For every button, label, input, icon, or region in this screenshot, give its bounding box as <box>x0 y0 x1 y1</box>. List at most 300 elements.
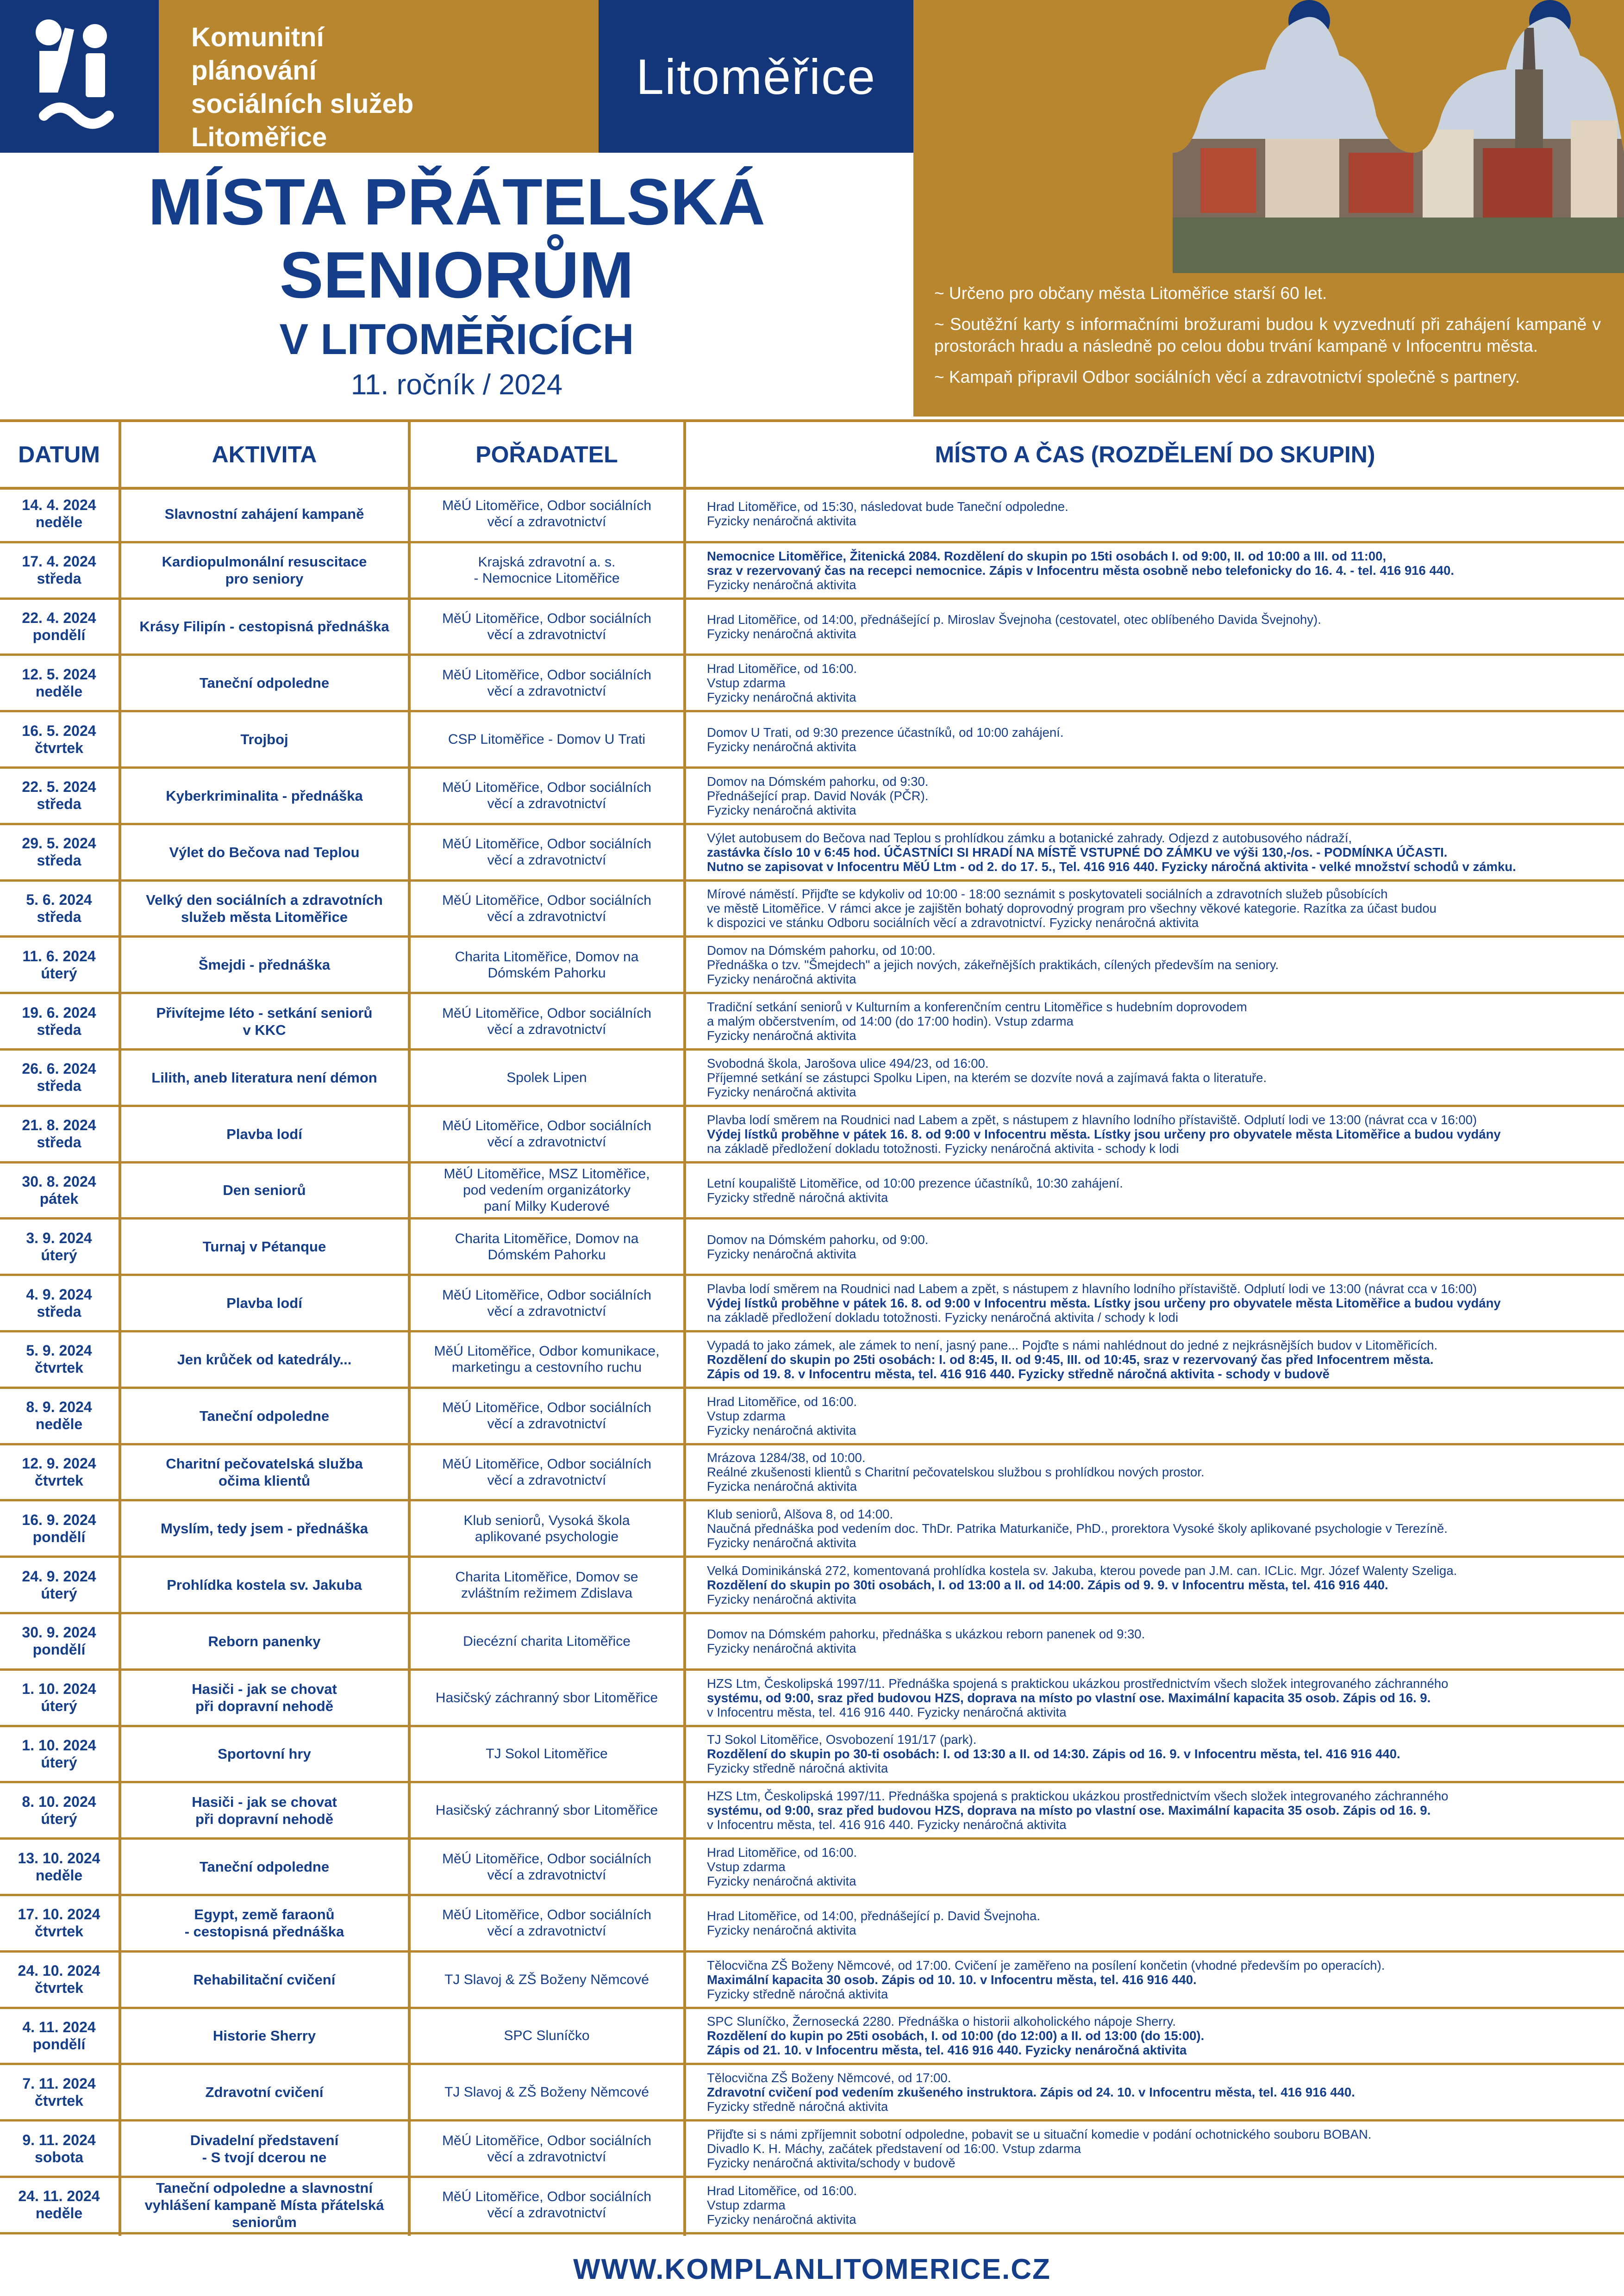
event-date-line: neděle <box>35 2205 83 2222</box>
event-place-line: Fyzicky nenáročná aktivita <box>707 1423 856 1437</box>
table-row <box>0 1332 1624 1389</box>
event-place-line: SPC Sluníčko, Žernosecká 2280. Přednáška o historii alkoholického nápoje Sherry. <box>707 2014 1176 2029</box>
event-place <box>686 2178 1624 2232</box>
event-organizer-line: Spolek Lipen <box>506 1070 587 1085</box>
column-divider <box>119 419 121 2236</box>
event-date-line: pondělí <box>32 2035 86 2053</box>
event-place-line: Nutno se zapisovat v Infocentru MěÚ Ltm - od 2. do 17. 5., Tel. 416 916 440. Fyzicky náročná aktivita - velké množství schodů v zámku. <box>707 859 1516 874</box>
event-activity-line: Lilith, aneb literatura není démon <box>151 1069 377 1086</box>
table-row <box>0 1051 1624 1107</box>
event-date <box>0 1107 118 1161</box>
event-date <box>0 712 118 766</box>
event-date-line: úterý <box>41 964 77 982</box>
event-place-line: Příjemné setkání se zástupci Spolku Lipen, na kterém se dozvíte nová a zajímavá fakta o literatuře. <box>707 1070 1267 1085</box>
event-date-line: 16. 5. 2024 <box>22 722 96 739</box>
event-activity-line: Šmejdi - přednáška <box>198 957 331 973</box>
page-subtitle: 11. ročník / 2024 <box>350 369 563 401</box>
event-organizer <box>411 2178 683 2232</box>
table-row <box>0 1896 1624 1953</box>
event-date-line: 4. 9. 2024 <box>26 1286 92 1303</box>
event-place-line: na základě předložení dokladu totožnosti. Fyzicky nenáročná aktivita / schody k lodi <box>707 1310 1179 1325</box>
event-date <box>0 1501 118 1556</box>
event-place-line: Naučná přednáška pod vedením doc. ThDr. Patrika Maturkaniče, PhD., prorektora Vysoké školy aplikované psychologie v Terezíně. <box>707 1521 1448 1536</box>
event-place <box>686 1051 1624 1105</box>
event-activity-line: vyhlášení kampaně Místa přátelská <box>144 2196 384 2213</box>
event-date <box>0 1953 118 2007</box>
event-organizer-line: - Nemocnice Litoměřice <box>474 571 620 586</box>
table-row <box>0 1389 1624 1445</box>
event-activity-line: očima klientů <box>218 1472 311 1489</box>
event-date-line: úterý <box>41 1585 77 1602</box>
event-activity-line: Plavba lodí <box>226 1295 302 1312</box>
event-organizer-line: MěÚ Litoměřice, Odbor sociálních <box>442 892 651 908</box>
event-date-line: 8. 9. 2024 <box>26 1399 92 1416</box>
event-activity-line: Sportovní hry <box>218 1746 311 1762</box>
event-activity-line: Den seniorů <box>223 1182 306 1199</box>
event-date-line: pondělí <box>32 1528 86 1545</box>
event-place-line: k dispozici ve stánku Odboru sociálních věcí a zdravotnictví. Fyzicky nenáročná aktivita <box>707 915 1199 930</box>
event-organizer <box>411 938 683 992</box>
event-place <box>686 1220 1624 1274</box>
event-date-line: čtvrtek <box>35 1979 83 1997</box>
table-row <box>0 2122 1624 2178</box>
event-organizer-line: MěÚ Litoměřice, Odbor sociálních <box>442 2133 651 2148</box>
event-place-line: Vstup zdarma <box>707 676 786 691</box>
event-place <box>686 938 1624 992</box>
event-organizer <box>411 1840 683 1894</box>
event-activity-line: služeb města Litoměřice <box>181 908 348 925</box>
header-activity: AKTIVITA <box>212 442 317 467</box>
table-row <box>0 938 1624 994</box>
event-place-line: Zápis od 19. 8. v Infocentru města, tel. 416 916 440. Fyzicky středně náročná aktivita - schody v budově <box>707 1366 1330 1381</box>
table-row <box>0 1727 1624 1784</box>
event-organizer-line: věcí a zdravotnictví <box>487 1472 606 1488</box>
event-activity <box>121 825 407 879</box>
event-organizer-line: věcí a zdravotnictví <box>487 2205 606 2221</box>
event-place-line: Domov U Trati, od 9:30 prezence účastníků, od 10:00 zahájení. <box>707 725 1064 740</box>
event-place-line: Domov na Dómském pahorku, od 9:00. <box>707 1232 929 1247</box>
footer-url[interactable]: WWW.KOMPLANLITOMERICE.CZ <box>573 2253 1051 2285</box>
event-place <box>686 1840 1624 1894</box>
event-date-line: 7. 11. 2024 <box>22 2075 96 2092</box>
header-organizer: POŘADATEL <box>475 442 618 467</box>
event-activity <box>121 600 407 654</box>
event-organizer-line: MěÚ Litoměřice, Odbor sociálních <box>442 1287 651 1303</box>
event-place <box>686 1389 1624 1443</box>
event-place-line: HZS Ltm, Českolipská 1997/11. Přednáška spojená s praktickou ukázkou prostřednictvím všech složek integrovaného záchranného <box>707 1676 1449 1691</box>
event-organizer-line: Dómském Pahorku <box>487 1247 606 1263</box>
event-organizer <box>411 1558 683 1612</box>
event-activity <box>121 1783 407 1837</box>
event-date <box>0 2009 118 2063</box>
event-activity-line: při dopravní nehodě <box>195 1811 333 1827</box>
event-place-line: Plavba lodí směrem na Roudnici nad Labem a zpět, s nástupem z hlavního lodního přístaviště. Odplutí lodi ve 13:00 (návrat cca v 16:00) <box>707 1282 1477 1296</box>
event-place-line: HZS Ltm, Českolipská 1997/11. Přednáška spojená s praktickou ukázkou prostřednictvím všech složek integrovaného záchranného <box>707 1789 1449 1804</box>
table-row <box>0 1501 1624 1558</box>
event-date <box>0 1896 118 1950</box>
event-place <box>686 543 1624 597</box>
event-organizer-line: MěÚ Litoměřice, Odbor sociálních <box>442 667 651 683</box>
event-date-line: 1. 10. 2024 <box>22 1736 96 1754</box>
event-organizer <box>411 1276 683 1330</box>
event-place <box>686 1896 1624 1950</box>
event-organizer <box>411 994 683 1048</box>
event-organizer <box>411 1051 683 1105</box>
event-organizer <box>411 1783 683 1837</box>
event-place-line: Fyzicky nenáročná aktivita <box>707 690 856 705</box>
event-place <box>686 1558 1624 1612</box>
event-place <box>686 2065 1624 2119</box>
event-date-line: středa <box>37 908 81 925</box>
event-date <box>0 1840 118 1894</box>
event-organizer-line: věcí a zdravotnictví <box>487 2149 606 2165</box>
event-date-line: 13. 10. 2024 <box>18 1849 100 1867</box>
event-place <box>686 1501 1624 1556</box>
event-activity <box>121 2009 407 2063</box>
event-activity-line: Kardiopulmonální resuscitace <box>162 554 367 570</box>
event-activity <box>121 994 407 1048</box>
event-activity-line: Taneční odpoledne <box>199 1859 330 1875</box>
event-place-line: Tělocvična ZŠ Boženy Němcové, od 17:00. Cvičení je zaměřeno na posílení končetin (vhodné především po operacích). <box>707 1958 1385 1972</box>
event-date <box>0 938 118 992</box>
event-organizer-line: MěÚ Litoměřice, MSZ Litoměřice, <box>443 1166 650 1182</box>
table-row <box>0 2009 1624 2066</box>
event-place-line: Fyzicky středně náročná aktivita <box>707 1761 888 1776</box>
event-place <box>686 825 1624 879</box>
event-activity <box>121 1558 407 1612</box>
event-organizer <box>411 2065 683 2119</box>
event-place-line: Hrad Litoměřice, od 16:00. <box>707 661 857 676</box>
event-place-line: Fyzicky nenáročná aktivita <box>707 1246 856 1261</box>
event-date-line: 1. 10. 2024 <box>22 1680 96 1698</box>
event-date-line: neděle <box>35 1867 83 1884</box>
event-activity <box>121 1107 407 1161</box>
event-place <box>686 1107 1624 1161</box>
event-activity <box>121 1896 407 1950</box>
event-place-line: Fyzicka nenáročná aktivita <box>707 1479 857 1494</box>
event-organizer <box>411 1501 683 1556</box>
event-activity <box>121 1671 407 1725</box>
event-organizer-line: CSP Litoměřice - Domov U Trati <box>448 732 646 747</box>
event-place-line: Plavba lodí směrem na Roudnici nad Labem a zpět, s nástupem z hlavního lodního přístaviště. Odplutí lodi ve 13:00 (návrat cca v 16:00) <box>707 1112 1477 1127</box>
table-row <box>0 1783 1624 1840</box>
info-panel <box>913 0 1624 417</box>
column-divider <box>408 419 411 2236</box>
event-date-line: středa <box>37 796 81 813</box>
event-activity-line: Přivítejme léto - setkání seniorů <box>156 1004 373 1021</box>
table-row <box>0 1558 1624 1614</box>
page-title: MÍSTA PŘÁTELSKÁ SENIORŮM V LITOMĚŘICÍCH 11. ročník / 2024 <box>0 153 913 417</box>
info-text: ~ Určeno pro občany města Litoměřice starší 60 let. ~ Soutěžní karty s informačními brožurami budou k vyzvednutí při zahájení kampaně v prostorách hradu a následně po celou dobu trvání kampaně v Infocentru města. ~ Kampaň připravil Odbor sociálních věcí a zdravotnictví společně s partnery. <box>934 284 1601 386</box>
event-date <box>0 1389 118 1443</box>
event-activity <box>121 656 407 710</box>
event-activity-line: při dopravní nehodě <box>195 1698 333 1715</box>
town-photo <box>1173 0 1624 273</box>
event-place-line: Svobodná škola, Jarošova ulice 494/23, od 16:00. <box>707 1056 989 1070</box>
event-place-line: Výlet autobusem do Bečova nad Teplou s prohlídkou zámku a botanické zahrady. Odjezd z autobusového nádraží, <box>707 830 1352 845</box>
event-date-line: čtvrtek <box>35 739 83 756</box>
table-header <box>0 419 1624 490</box>
event-date-line: středa <box>37 570 81 587</box>
event-date-line: 30. 9. 2024 <box>22 1624 96 1641</box>
event-date-line: 30. 8. 2024 <box>22 1173 96 1190</box>
event-date-line: neděle <box>35 1416 83 1433</box>
event-organizer-line: věcí a zdravotnictví <box>487 1134 606 1150</box>
event-organizer-line: MěÚ Litoměřice, Odbor sociálních <box>442 1907 651 1923</box>
event-organizer <box>411 1953 683 2007</box>
event-activity-line: Výlet do Bečova nad Teplou <box>169 844 360 860</box>
event-date-line: 4. 11. 2024 <box>22 2018 96 2035</box>
event-place-line: Fyzicky středně náročná aktivita <box>707 2099 888 2114</box>
event-activity-line: Taneční odpoledne <box>199 675 330 691</box>
event-date <box>0 656 118 710</box>
event-organizer-line: Charita Litoměřice, Domov na <box>455 1231 639 1246</box>
event-activity-line: Charitní pečovatelská služba <box>166 1455 363 1472</box>
event-date <box>0 825 118 879</box>
event-organizer <box>411 769 683 823</box>
event-activity <box>121 882 407 936</box>
event-date-line: 22. 5. 2024 <box>22 778 96 796</box>
event-date-line: 24. 10. 2024 <box>18 1962 100 1979</box>
event-place <box>686 1783 1624 1837</box>
event-date-line: středa <box>37 1021 81 1038</box>
event-place <box>686 656 1624 710</box>
event-date-line: 19. 6. 2024 <box>22 1004 96 1021</box>
event-organizer-line: věcí a zdravotnictví <box>487 1867 606 1883</box>
event-activity <box>121 1332 407 1387</box>
event-activity <box>121 1727 407 1781</box>
event-place-line: Vstup zdarma <box>707 1860 786 1874</box>
event-activity-line: Krásy Filipín - cestopisná přednáška <box>139 618 389 635</box>
event-organizer-line: pod vedením organizátorky <box>463 1182 631 1198</box>
event-date-line: neděle <box>35 683 83 700</box>
event-place-line: Tělocvična ZŠ Boženy Němcové, od 17:00. <box>707 2071 951 2085</box>
table-row <box>0 1220 1624 1276</box>
event-organizer-line: Hasičský záchranný sbor Litoměřice <box>435 1803 658 1818</box>
event-activity <box>121 1389 407 1443</box>
event-organizer <box>411 1727 683 1781</box>
event-date <box>0 1220 118 1274</box>
event-date-line: pondělí <box>32 626 86 643</box>
event-organizer-line: Krajská zdravotní a. s. <box>478 554 616 570</box>
event-date-line: pátek <box>39 1190 79 1207</box>
event-activity <box>121 1276 407 1330</box>
table-row <box>0 600 1624 656</box>
event-date-line: 17. 4. 2024 <box>22 553 96 570</box>
event-place <box>686 1164 1624 1218</box>
event-place-line: Fyzicky nenáročná aktivita <box>707 739 856 754</box>
event-activity-line: Hasiči - jak se chovat <box>192 1793 337 1810</box>
table-row <box>0 1614 1624 1671</box>
event-date-line: úterý <box>41 1754 77 1771</box>
event-activity-line: Divadelní představení <box>190 2132 339 2148</box>
event-date-line: 24. 11. 2024 <box>18 2188 100 2205</box>
event-date-line: čtvrtek <box>35 1359 83 1376</box>
table-row <box>0 1671 1624 1727</box>
event-place-line: Maximální kapacita 30 osob. Zápis od 10. 10. v Infocentru města, tel. 416 916 440. <box>707 1972 1197 1987</box>
event-organizer <box>411 2009 683 2063</box>
event-organizer <box>411 1614 683 1668</box>
event-organizer-line: MěÚ Litoměřice, Odbor sociálních <box>442 780 651 796</box>
event-date <box>0 2065 118 2119</box>
event-activity-line: Kyberkriminalita - přednáška <box>166 787 363 804</box>
event-place-line: sraz v rezervovaný čas na recepci nemocnice. Zápis v Infocentru města osobně nebo telefonicky do 16. 4. - tel. 416 916 440. <box>707 563 1455 578</box>
header-date: DATUM <box>18 442 100 467</box>
event-place-line: zastávka číslo 10 v 6:45 hod. ÚČASTNÍCI SI HRADÍ NA MÍSTĚ VSTUPNÉ DO ZÁMKU ve výši 130,-/os. - PODMÍNKA ÚČASTI. <box>707 845 1448 859</box>
event-date-line: 24. 9. 2024 <box>22 1568 96 1585</box>
event-place-line: Domov na Dómském pahorku, od 9:30. <box>707 774 929 789</box>
brand-banner <box>159 0 913 153</box>
event-organizer-line: věcí a zdravotnictví <box>487 908 606 924</box>
event-date-line: 3. 9. 2024 <box>26 1229 92 1246</box>
event-date <box>0 1276 118 1330</box>
event-date <box>0 2178 118 2232</box>
event-activity-line: Taneční odpoledne <box>199 1407 330 1424</box>
event-date-line: 12. 9. 2024 <box>22 1455 96 1472</box>
event-date <box>0 1558 118 1612</box>
event-place-line: na základě předložení dokladu totožnosti. Fyzicky nenáročná aktivita - schody k lodi <box>707 1141 1179 1156</box>
event-activity <box>121 1051 407 1105</box>
event-organizer-line: TJ Sokol Litoměřice <box>486 1746 608 1762</box>
event-date <box>0 1164 118 1218</box>
event-activity <box>121 1445 407 1500</box>
event-date-line: úterý <box>41 1246 77 1263</box>
event-place-line: Fyzicky nenáročná aktivita <box>707 514 856 529</box>
city-logo <box>599 0 913 153</box>
event-organizer <box>411 656 683 710</box>
event-place <box>686 1332 1624 1387</box>
event-place <box>686 882 1624 936</box>
event-place-line: Fyzicky nenáročná aktivita/schody v budově <box>707 2156 956 2171</box>
event-place-line: ve městě Litoměřice. V rámci akce je zajištěn bohatý doprovodný program pro všechny věkové kategorie. Razítka za účast budou <box>707 901 1437 916</box>
event-place-line: Hrad Litoměřice, od 14:00, přednášející p. Miroslav Švejnoha (cestovatel, otec oblíbeného Davida Švejnohy). <box>707 612 1321 627</box>
table-row <box>0 2065 1624 2122</box>
event-place-line: Fyzicky nenáročná aktivita <box>707 1874 856 1889</box>
event-place-line: Přijďte si s námi zpříjemnit sobotní odpoledne, pobavit se u situační komedie v podání ochotnického souboru BOBAN. <box>707 2127 1372 2142</box>
event-activity <box>121 769 407 823</box>
event-place-line: Výdej lístků proběhne v pátek 16. 8. od 9:00 v Infocentru města. Lístky jsou určeny pro obyvatele města Litoměřice a budou vydány <box>707 1296 1501 1311</box>
event-date-line: 5. 9. 2024 <box>26 1342 92 1359</box>
event-activity <box>121 1614 407 1668</box>
event-place-line: Tradiční setkání seniorů v Kulturním a konferenčním centru Litoměřice s hudebním doprovodem <box>707 1000 1247 1014</box>
event-place <box>686 1953 1624 2007</box>
event-organizer <box>411 543 683 597</box>
event-place <box>686 769 1624 823</box>
event-date-line: čtvrtek <box>35 1923 83 1940</box>
event-place-line: TJ Sokol Litoměřice, Osvobození 191/17 (park). <box>707 1732 977 1747</box>
event-place-line: Klub seniorů, Alšova 8, od 14:00. <box>707 1507 893 1522</box>
event-activity-line: Plavba lodí <box>226 1126 302 1142</box>
event-place-line: Fyzicky nenáročná aktivita <box>707 577 856 592</box>
city-logo-text: Litoměřice <box>636 48 876 105</box>
event-organizer-line: MěÚ Litoměřice, Odbor sociálních <box>442 1118 651 1134</box>
brand-name: Komunitní plánování sociálních služeb Litoměřice <box>191 22 414 152</box>
event-organizer-line: Diecézní charita Litoměřice <box>463 1633 631 1649</box>
event-place-line: Fyzicky nenáročná aktivita <box>707 972 856 987</box>
event-date <box>0 543 118 597</box>
event-organizer <box>411 1332 683 1387</box>
event-activity-line: pro seniory <box>225 571 304 587</box>
event-activity-line: Slavnostní zahájení kampaně <box>164 505 364 522</box>
event-place-line: Zdravotní cvičení pod vedením zkušeného instruktora. Zápis od 24. 10. v Infocentru města, tel. 416 916 440. <box>707 2085 1355 2100</box>
event-place-line: Velká Dominikánská 272, komentovaná prohlídka kostela sv. Jakuba, kterou povede pan J.M. can. ICLic. Mgr. Józef Walenty Szeliga. <box>707 1563 1457 1578</box>
table-row <box>0 2178 1624 2234</box>
event-organizer <box>411 1389 683 1443</box>
event-place <box>686 1614 1624 1668</box>
event-activity-line: Trojboj <box>240 731 288 748</box>
table-row <box>0 1445 1624 1502</box>
event-date-line: 14. 4. 2024 <box>22 497 96 514</box>
event-date-line: 5. 6. 2024 <box>26 891 92 908</box>
event-organizer <box>411 1107 683 1161</box>
event-activity-line: Reborn panenky <box>208 1633 321 1649</box>
table-row <box>0 1164 1624 1220</box>
event-activity <box>121 1840 407 1894</box>
event-organizer <box>411 1164 683 1218</box>
event-activity <box>121 487 407 541</box>
event-place-line: Reálné zkušenosti klientů s Charitní pečovatelskou službou s prohlídkou nových prostor. <box>707 1465 1205 1480</box>
event-activity-line: Rehabilitační cvičení <box>193 1971 336 1988</box>
event-date <box>0 600 118 654</box>
event-place-line: a malým občerstvením, od 14:00 (do 17:00 hodin). Vstup zdarma <box>707 1014 1074 1029</box>
event-organizer-line: TJ Slavoj & ZŠ Boženy Němcové <box>444 1972 649 1987</box>
event-activity <box>121 938 407 992</box>
event-date <box>0 769 118 823</box>
event-activity-line: Turnaj v Pétanque <box>202 1238 326 1255</box>
event-place-line: v Infocentru města, tel. 416 916 440. Fyzicky nenáročná aktivita <box>707 1705 1067 1719</box>
event-date-line: 11. 6. 2024 <box>22 947 96 964</box>
event-place <box>686 1445 1624 1500</box>
event-date-line: úterý <box>41 1810 77 1827</box>
event-organizer-line: MěÚ Litoměřice, Odbor sociálních <box>442 2189 651 2205</box>
event-date-line: 29. 5. 2024 <box>22 835 96 852</box>
event-organizer-line: Charita Litoměřice, Domov na <box>455 949 639 964</box>
event-date-line: čtvrtek <box>35 1472 83 1489</box>
event-date <box>0 2122 118 2176</box>
table-row <box>0 825 1624 882</box>
event-date-line: středa <box>37 1303 81 1320</box>
event-organizer-line: MěÚ Litoměřice, Odbor sociálních <box>442 836 651 852</box>
event-organizer <box>411 1220 683 1274</box>
event-organizer-line: Dómském Pahorku <box>487 965 606 981</box>
table-row <box>0 882 1624 938</box>
table-row <box>0 543 1624 600</box>
event-place <box>686 2122 1624 2176</box>
event-organizer-line: MěÚ Litoměřice, Odbor sociálních <box>442 1851 651 1867</box>
event-place-line: Divadlo K. H. Máchy, začátek představení od 16:00. Vstup zdarma <box>707 2141 1081 2156</box>
event-organizer-line: marketingu a cestovního ruchu <box>451 1360 642 1375</box>
event-place <box>686 600 1624 654</box>
event-place <box>686 487 1624 541</box>
event-place-line: Hrad Litoměřice, od 16:00. <box>707 1394 857 1409</box>
event-place-line: Hrad Litoměřice, od 14:00, přednášející p. David Švejnoha. <box>707 1909 1040 1923</box>
event-place <box>686 1727 1624 1781</box>
event-place-line: Fyzicky nenáročná aktivita <box>707 803 856 817</box>
event-place <box>686 2009 1624 2063</box>
event-activity-line: - cestopisná přednáška <box>184 1923 344 1940</box>
event-date <box>0 1614 118 1668</box>
event-organizer-line: MěÚ Litoměřice, Odbor sociálních <box>442 1456 651 1472</box>
event-organizer <box>411 1896 683 1950</box>
event-place-line: v Infocentru města, tel. 416 916 440. Fyzicky nenáročná aktivita <box>707 1817 1067 1832</box>
event-place-line: Rozdělení do skupin po 25ti osobách: I. od 8:45, II. od 9:45, III. od 10:45, sraz v rezervovaný čas před Infocentrem města. <box>707 1352 1434 1367</box>
event-date <box>0 487 118 541</box>
event-organizer <box>411 1445 683 1500</box>
event-date <box>0 1051 118 1105</box>
event-place <box>686 1276 1624 1330</box>
event-organizer-line: věcí a zdravotnictví <box>487 796 606 812</box>
event-organizer-line: věcí a zdravotnictví <box>487 683 606 699</box>
